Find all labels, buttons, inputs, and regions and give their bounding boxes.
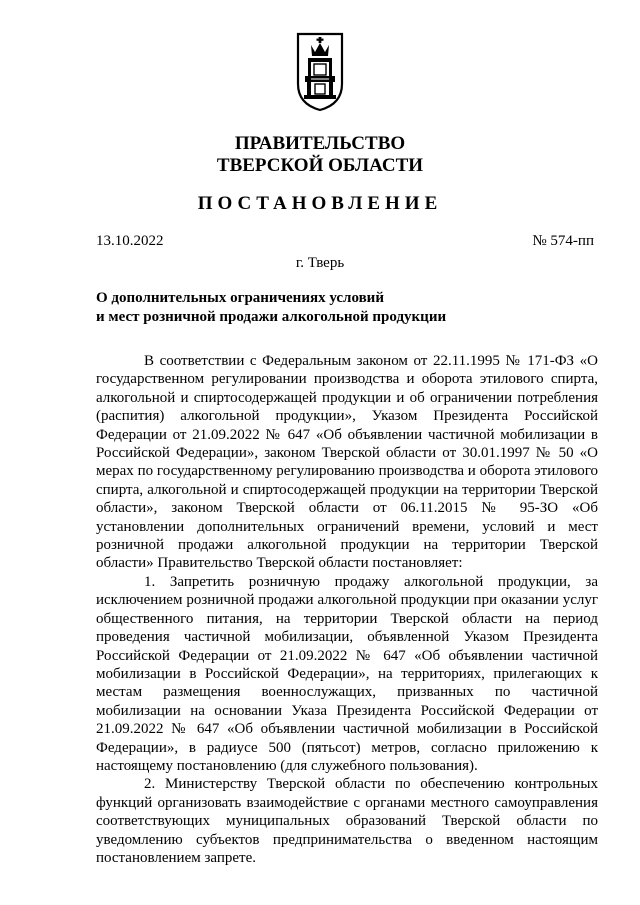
preamble-paragraph: В соответствии с Федеральным законом от 22.11.1995 № 171-ФЗ «О государственном регулировании производства и оборота этилового спирта, алкогольной и спиртосодержащей продукции и об ограничении потребления (распития) алкогольной продукции», Указом Президента Российской Федерации от 21.09.2022 № 647 «Об объявлении частичной мобилизации в Российской Федерации», законом Тверской области от 30.01.1997 № 50 «О мерах по государственному регулированию производства и оборота этилового спирта, алкогольной и спиртосодержащей продукции на территории Тверской области», законом Тверской области от 06.11.2015 № 95-ЗО «Об установлении дополнительных ограничений времени, условий и мест розничной продажи алкогольной продукции на территории Тверской области» Правительство Тверской области постановляет: [96,353,598,572]
government-title-line1: ПРАВИТЕЛЬСТВО [234,133,406,154]
tver-coat-of-arms-icon [296,32,344,112]
document-city: г. Тверь [295,255,345,271]
document-date: 13.10.2022 [96,233,164,249]
government-title [0,133,640,177]
subject-line1: О дополнительных ограничениях условий [96,290,384,306]
document-subject [96,289,516,327]
document-number: № 574-пп [532,233,594,249]
clause-2-paragraph: 2. Министерству Тверской области по обеспечению контрольных функций организовать взаимодействие с органами местного самоуправления соответствующих муниципальных образований Тверской области по уведомлению субъектов предпринимательства о введенном настоящим постановлением запрете. [96,776,598,866]
document-type: ПОСТАНОВЛЕНИЕ [197,193,443,214]
government-title-line2: ТВЕРСКОЙ ОБЛАСТИ [216,155,424,176]
subject-line2: и мест розничной продажи алкогольной продукции [96,309,447,325]
clause-1-paragraph: 1. Запретить розничную продажу алкогольной продукции, за исключением розничной продажи алкогольной продукции при оказании услуг общественного питания, на территории Тверской области на период проведения частичной мобилизации, объявленной Указом Президента Российской Федерации от 21.09.2022 № 647 «Об объявлении частичной мобилизации в Российской Федерации», на территориях, прилегающих к местам размещения военнослужащих, призванных по частичной мобилизации на основании Указа Президента Российской Федерации от 21.09.2022 № 647 «Об объявлении частичной мобилизации в Российской Федерации», в радиусе 500 (пятьсот) метров, согласно приложению к настоящему постановлению (для служебного пользования). [96,573,598,774]
document-body [96,352,598,867]
